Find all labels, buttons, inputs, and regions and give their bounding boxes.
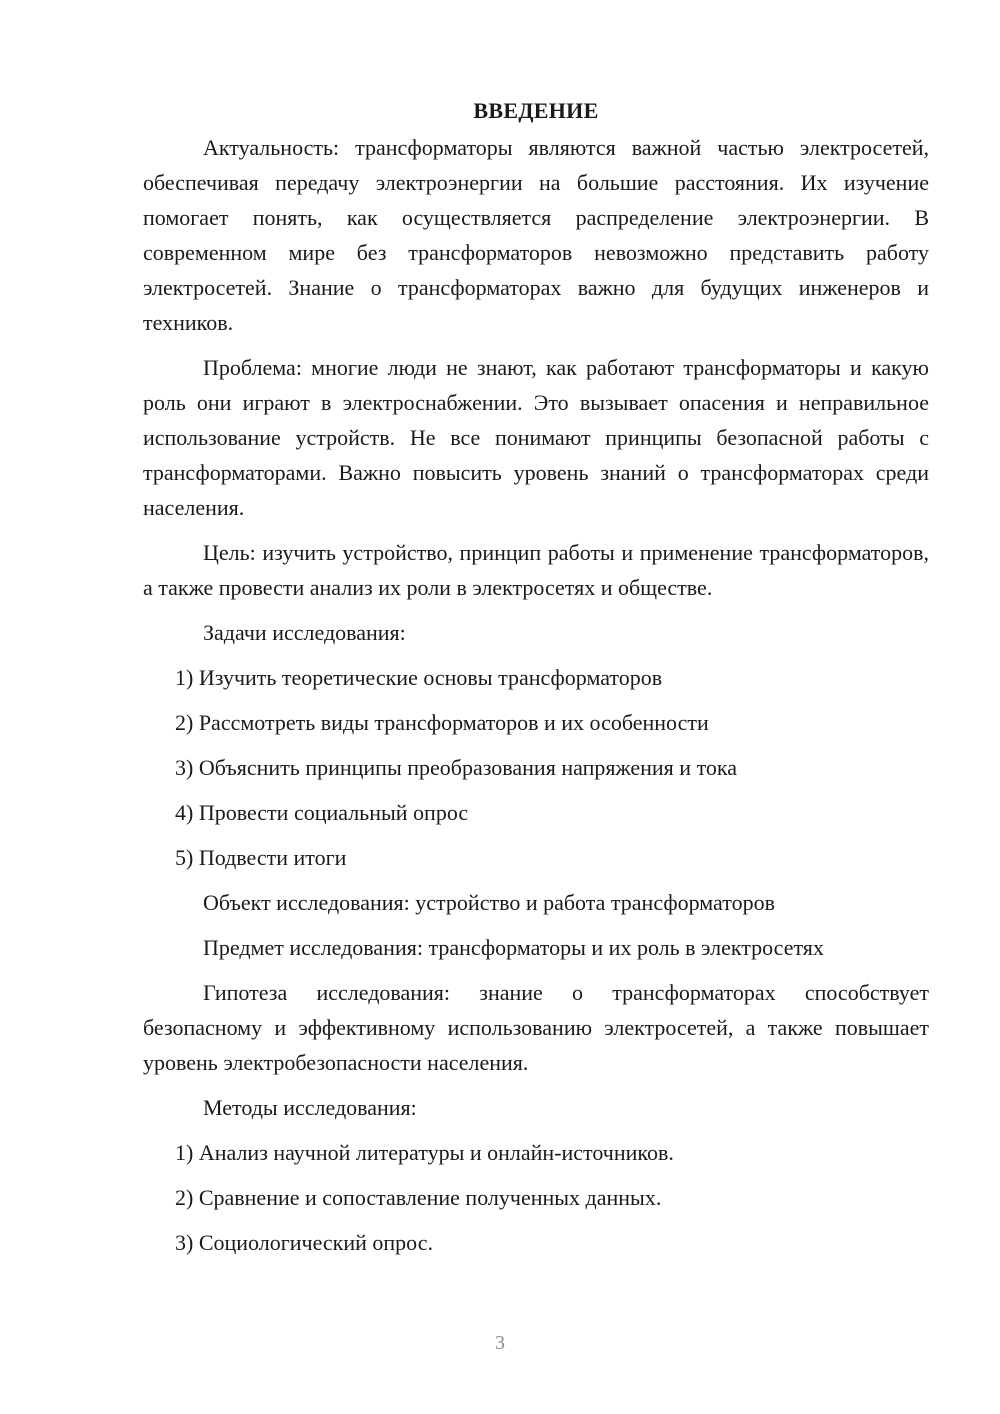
method-item: 1) Анализ научной литературы и онлайн-источников. bbox=[175, 1140, 674, 1165]
task-item: 5) Подвести итоги bbox=[175, 845, 347, 870]
task-item: 2) Рассмотреть виды трансформаторов и их особенности bbox=[175, 710, 709, 735]
page-title: ВВЕДЕНИЕ bbox=[473, 98, 599, 123]
goal-paragraph: Цель: изучить устройство, принцип работы и применение трансформаторов, а также провести анализ их роли в электросетях и обществе. bbox=[143, 540, 929, 600]
document-page bbox=[143, 93, 929, 1270]
tasks-heading: Задачи исследования: bbox=[203, 620, 406, 645]
page-number: 3 bbox=[495, 1332, 505, 1354]
relevance-paragraph: Актуальность: трансформаторы являются важной частью электросетей, обеспечивая передачу электроэнергии на большие расстояния. Их изучение помогает понять, как осуществляется распределение электроэнергии. В современном мире без трансформаторов невозможно представить работу электросетей. Знание о трансформаторах важно для будущих инженеров и техников. bbox=[143, 135, 929, 335]
object-paragraph: Объект исследования: устройство и работа трансформаторов bbox=[203, 890, 775, 915]
task-item: 4) Провести социальный опрос bbox=[175, 800, 469, 825]
method-item: 2) Сравнение и сопоставление полученных данных. bbox=[175, 1185, 662, 1210]
task-item: 1) Изучить теоретические основы трансформаторов bbox=[175, 665, 663, 690]
subject-paragraph: Предмет исследования: трансформаторы и их роль в электросетях bbox=[203, 935, 824, 960]
task-item: 3) Объяснить принципы преобразования напряжения и тока bbox=[175, 755, 738, 780]
hypothesis-paragraph: Гипотеза исследования: знание о трансформаторах способствует безопасному и эффективному использованию электросетей, а также повышает уровень электробезопасности населения. bbox=[143, 980, 929, 1075]
method-item: 3) Социологический опрос. bbox=[175, 1230, 433, 1255]
problem-paragraph: Проблема: многие люди не знают, как работают трансформаторы и какую роль они играют в электроснабжении. Это вызывает опасения и неправильное использование устройств. Не все понимают принципы безопасной работы с трансформаторами. Важно повысить уровень знаний о трансформаторах среди населения. bbox=[143, 355, 929, 520]
methods-heading: Методы исследования: bbox=[203, 1095, 417, 1120]
